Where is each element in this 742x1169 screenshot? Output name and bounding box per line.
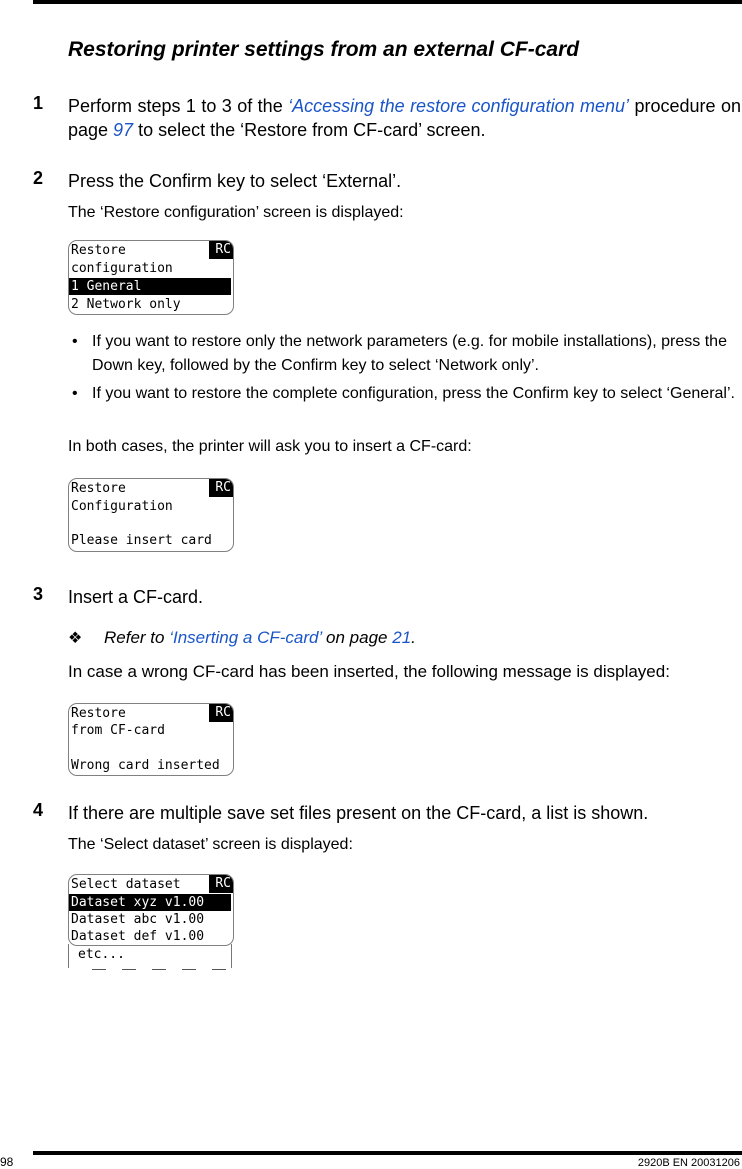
step-3-text: Insert a CF-card. [68, 587, 204, 607]
step-3-number: 3 [33, 584, 44, 604]
step-1-text: Perform steps 1 to 3 of the ‘Accessing the restore configuration menu’ procedure on page 97 to select the ‘Restore from CF-card’ screen. [68, 96, 742, 140]
select-dataset-intro: The ‘Select dataset’ screen is displayed: [68, 836, 353, 853]
restore-config-intro: The ‘Restore configuration’ screen is displayed: [68, 204, 404, 221]
lcd-wrong-card [68, 703, 234, 776]
lcd-line: Select dataset [71, 877, 181, 892]
lcd-selected-line: Dataset xyz v1.00 [69, 894, 231, 911]
lcd-line: Restore [71, 706, 126, 721]
bullet-icon: • [72, 385, 78, 402]
step-2-number: 2 [33, 168, 44, 188]
bullet-network-only: If you want to restore only the network parameters (e.g. for mobile installations), press the Down key, followed by the Confirm key to select ‘Network only’. [92, 333, 727, 374]
step-4-number: 4 [33, 800, 44, 820]
lcd-insert-card [68, 478, 234, 552]
lcd-line: Restore [71, 243, 126, 258]
lcd-line: Configuration [71, 499, 173, 514]
document-code: 2920B EN 20031206 [637, 1157, 740, 1169]
lcd-line: Dataset abc v1.00 [71, 912, 205, 927]
inserting-cf-card-link[interactable]: ‘Inserting a CF-card’ [169, 628, 322, 647]
page-97-link[interactable]: 97 [113, 120, 134, 140]
wrong-card-intro: In case a wrong CF-card has been inserted, the following message is displayed: [68, 662, 670, 681]
page-title: Restoring printer settings from an external CF-card [68, 38, 580, 61]
bottom-rule [33, 1151, 742, 1155]
top-rule [33, 0, 742, 4]
lcd-line: Please insert card [71, 533, 212, 548]
lcd-etc-line: etc... [78, 947, 125, 962]
bullet-icon: • [72, 333, 78, 350]
page-number: 98 [0, 1155, 14, 1169]
step-2-text: Press the Confirm key to select ‘External’. [68, 171, 402, 191]
lcd-line: Wrong card inserted [71, 758, 220, 773]
lcd-restore-configuration [68, 240, 234, 315]
bullet-general: If you want to restore the complete configuration, press the Confirm key to select ‘General’. [92, 385, 735, 402]
step-1-number: 1 [33, 93, 44, 113]
restore-menu-link[interactable]: ‘Accessing the restore configuration menu’ [288, 96, 630, 116]
rc-badge: RC [209, 875, 233, 893]
rc-badge: RC [209, 479, 233, 497]
page-21-link[interactable]: 21 [392, 628, 412, 647]
lcd-line: Dataset def v1.00 [71, 929, 205, 944]
lcd-selected-line: 1 General [69, 278, 231, 295]
insert-card-intro: In both cases, the printer will ask you to insert a CF-card: [68, 438, 472, 455]
lcd-line: configuration [71, 261, 173, 276]
lcd-continuation [68, 944, 232, 972]
lcd-line: 2 Network only [71, 297, 181, 312]
lcd-line: from CF-card [71, 723, 165, 738]
rc-badge: RC [209, 241, 233, 259]
lcd-line: Restore [71, 481, 126, 496]
step-4-text: If there are multiple save set files present on the CF-card, a list is shown. [68, 803, 649, 823]
lcd-select-dataset [68, 874, 234, 946]
rc-badge: RC [209, 704, 233, 722]
reference-note: Refer to ‘Inserting a CF-card’ on page 21. [104, 628, 416, 647]
diamond-note-icon: ❖ [68, 630, 83, 647]
